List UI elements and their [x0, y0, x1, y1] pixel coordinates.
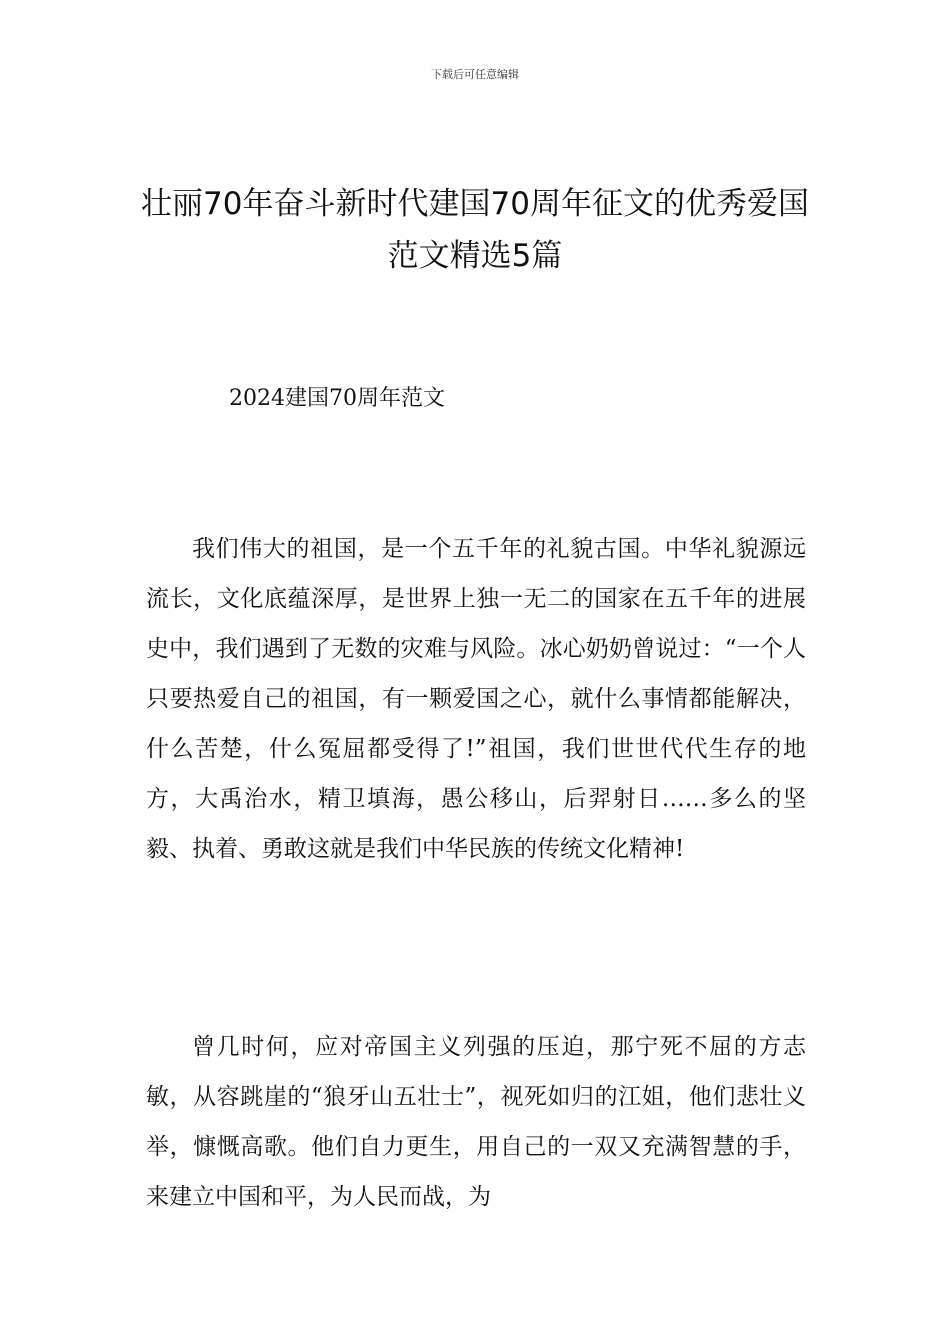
document-subtitle: 2024建国70周年范文 — [229, 386, 445, 411]
document-title: 壮丽70年奋斗新时代建国70周年征文的优秀爱国范文精选5篇 — [141, 186, 809, 274]
page-header-note: 下载后可任意编辑 — [431, 68, 519, 81]
body-paragraph-2: 曾几时何，应对帝国主义列强的压迫，那宁死不屈的方志敏，从容跳崖的“狼牙山五壮士”，视死如归的江姐，他们悲壮义举，慷慨高歌。他们自力更生，用自己的一双又充满智慧的手，来建立中国和平，为人民而战，为 — [146, 1034, 806, 1210]
body-paragraph-1: 我们伟大的祖国，是一个五千年的礼貌古国。中华礼貌源远流长，文化底蕴深厚，是世界上独一无二的国家在五千年的进展史中，我们遇到了无数的灾难与风险。冰心奶奶曾说过：“一个人只要热爱自己的祖国，有一颗爱国之心，就什么事情都能解决，什么苦楚，什么冤屈都受得了!”祖国，我们世世代代生存的地方，大禹治水，精卫填海，愚公移山，后羿射日……多么的坚毅、执着、勇敢这就是我们中华民族的传统文化精神! — [146, 536, 806, 862]
